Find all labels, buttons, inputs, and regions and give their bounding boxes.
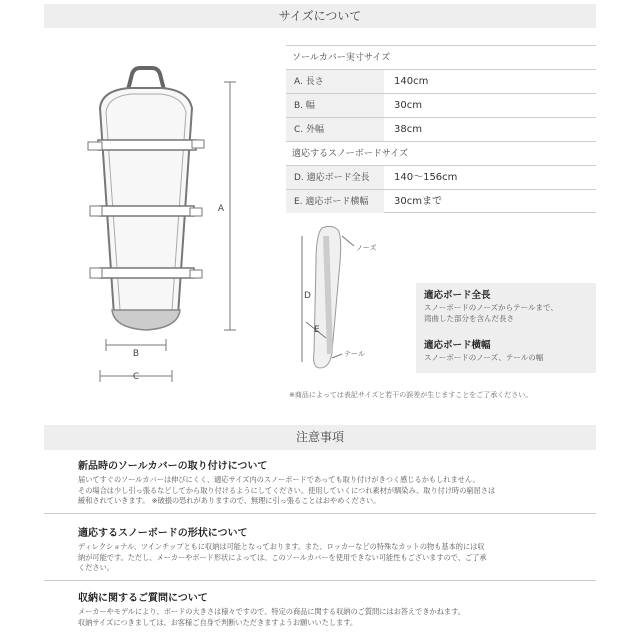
caution-line: その場合は少し引っ張るなどしてから取り付けるようにしてください。使用していくにつれ素材が馴染み、取り付け時の窮屈さは (78, 485, 496, 495)
info-box-board-length (416, 283, 596, 335)
spec-row-outer-width (286, 117, 596, 141)
spec-value: 38cm (394, 124, 422, 135)
spec-row-length (286, 69, 596, 93)
spec-label: C. 外幅 (286, 118, 384, 141)
spec-header-board: 適応するスノーボードサイズ (286, 141, 596, 165)
snowboard-diagram (292, 222, 412, 372)
divider (44, 580, 596, 581)
caution-title: 収納に関するご質問について (78, 593, 208, 604)
caution-title: 適応するスノーボードの形状について (78, 528, 248, 539)
caution-title: 新品時のソールカバーの取り付けについて (78, 461, 268, 472)
spec-label: E. 適応ボード横幅 (286, 190, 384, 213)
size-note: ※商品によっては表記サイズと若干の誤差が生じますことをご了承ください。 (289, 391, 533, 399)
spec-row-board-length (286, 165, 596, 189)
dimension-e-label: E (314, 325, 320, 335)
spec-label: A. 長さ (286, 70, 384, 93)
sole-cover-body (100, 88, 192, 322)
spec-label: D. 適応ボード全長 (286, 166, 384, 189)
caution-line: メーカーやモデルにより、ボードの大きさは様々ですので、特定の商品に関する収納のご質問にはお答えできかねます。 (78, 607, 465, 616)
caution-line: 納が可能です。ただし、メーカーやボード形状によっては、このソールカバーを使用できない可能性もございますので、ご了承 (78, 552, 487, 562)
sole-cover-textured-end (112, 310, 180, 330)
caution-section-header (44, 425, 596, 450)
size-section-header (44, 4, 596, 28)
spec-header-actual: ソールカバー実寸サイズ (286, 45, 596, 69)
info-line: スノーボードのノーズ、テールの幅 (424, 353, 544, 362)
nose-label: ノーズ (356, 244, 377, 252)
caution-line: 収納サイズにつきましては、お客様ご自身で判断いただきますようお願いいたします。 (78, 617, 358, 627)
info-line: 湾曲した部分を含んだ長さ (424, 314, 514, 323)
info-box-board-width (416, 333, 596, 373)
tail-label: テール (344, 350, 365, 358)
spec-row-board-width (286, 189, 596, 213)
info-line: スノーボードのノーズからテールまで、 (424, 303, 558, 312)
dimension-c-label: C (132, 372, 140, 382)
caution-line: ください。 (78, 563, 114, 572)
sole-cover-diagram (60, 60, 280, 390)
caution-install (78, 460, 568, 507)
handle-icon (128, 68, 164, 90)
spec-value: 30cm (394, 100, 422, 111)
info-title: 適応ボード横幅 (424, 340, 491, 351)
caution-section-title: 注意事項 (295, 430, 344, 444)
divider (44, 513, 596, 514)
dimension-d-label: D (304, 291, 311, 301)
caution-line: 緩和されていきます。 ※破損の恐れがありますので、無理に引っ張ることはおやめください。 (78, 496, 381, 505)
caution-line: 届いてすぐのソールカバーは伸びにくく、適応サイズ内のスノーボードであっても取り付けがきつく感じるかもしれません。 (78, 475, 480, 484)
info-title: 適応ボード全長 (424, 290, 491, 301)
caution-board-shape (78, 527, 568, 574)
spec-value: 140〜156cm (394, 172, 458, 183)
spec-value: 140cm (394, 76, 429, 87)
dimension-b-label: B (132, 349, 140, 359)
spec-label: B. 幅 (286, 94, 384, 117)
caution-storage-questions (78, 592, 568, 628)
size-section-title: サイズについて (278, 9, 362, 23)
caution-line: ディレクショナル、ツインチップともに収納は可能となっております。また、ロッカーなどの特殊なカットの物も基本的には収 (78, 542, 485, 551)
spec-row-width (286, 93, 596, 117)
spec-value: 30cmまで (394, 196, 442, 207)
dimension-a-label: A (217, 204, 224, 214)
